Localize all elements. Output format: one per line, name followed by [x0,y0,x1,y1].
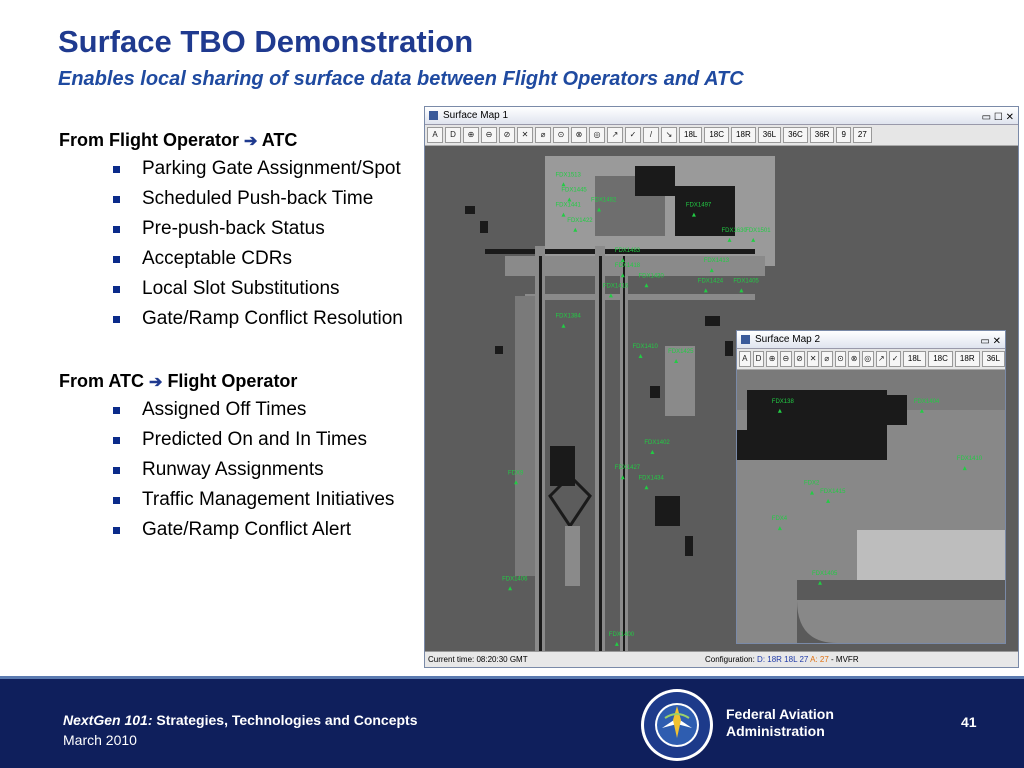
flight-label[interactable]: FDX9 [508,470,524,477]
flight-label[interactable]: FDX1483 [614,248,641,254]
bullet-square-icon [113,497,120,504]
page-number: 41 [961,714,977,730]
map-tool-button[interactable]: ⊙ [835,351,847,367]
runway-button-27[interactable]: 27 [853,127,872,143]
flight-label[interactable]: FDX1416 [602,283,629,290]
flight-label[interactable]: FDX1410 [632,344,658,350]
bullet-item: Predicted On and In Times [59,428,429,452]
slide-footer [0,676,1024,768]
map-tool-button[interactable]: ⊗ [571,127,587,143]
flight-label[interactable]: FDX1413 [703,258,730,265]
flight-label[interactable]: FDX1427 [614,465,641,472]
runway-button-18R[interactable]: 18R [731,127,756,143]
map-tool-button[interactable]: ✓ [625,127,641,143]
configuration: Configuration: D: 18R 18L 27 A: 27 - MVFR [705,655,859,664]
section-heading-atc-to-operator [59,371,429,392]
bullet-square-icon [113,467,120,474]
runway-button-36R[interactable]: 36R [810,127,835,143]
map-status-bar [425,651,1018,667]
flight-label[interactable]: FDX1402 [644,439,670,446]
map-tool-button[interactable]: ⊖ [481,127,497,143]
flight-label[interactable]: FDX1400 [608,631,635,638]
map-tool-button[interactable]: ⌀ [535,127,551,143]
bullet-square-icon [113,286,120,293]
bullet-item: Gate/Ramp Conflict Alert [59,518,429,542]
window-titlebar[interactable] [737,331,1005,349]
runway-button-9[interactable]: 9 [836,127,850,143]
map-tool-button[interactable]: ⊙ [553,127,569,143]
flight-label[interactable]: FDX1501 [745,227,771,234]
runway-button-36L[interactable]: 36L [982,351,1005,367]
footer-series: NextGen 101: Strategies, Technologies and Concepts [63,712,418,728]
bullet-item: Parking Gate Assignment/Spot [59,157,429,181]
operator-to-atc-list [59,157,429,331]
footer-date: March 2010 [63,732,137,748]
flight-label[interactable]: FDX1418 [614,263,641,270]
runway-button-18L[interactable]: 18L [679,127,702,143]
flight-label[interactable]: FDX1410 [956,456,983,463]
bullet-square-icon [113,166,120,173]
bullet-item: Assigned Off Times [59,398,429,422]
section-heading-operator-to-atc [59,130,429,151]
flight-label[interactable]: FDX2 [804,480,820,487]
flight-label[interactable]: FDX1405 [812,570,838,577]
map-tool-button[interactable]: D [445,127,461,143]
current-time: Current time: 08:20:30 GMT [428,655,528,664]
map-tool-button[interactable]: ✕ [807,351,819,367]
runway-button-18C[interactable]: 18C [704,127,729,143]
bullet-item: Pre-push-back Status [59,217,429,241]
flight-label[interactable]: FDX1422 [567,217,593,224]
atc-to-operator-list [59,398,429,542]
map-tool-button[interactable]: ⊘ [499,127,515,143]
flight-label[interactable]: FDX1404 [913,398,940,405]
map-tool-button[interactable]: ⊖ [780,351,792,367]
map-tool-button[interactable]: D [753,351,765,367]
arrow-right-icon: ➔ [149,374,163,391]
map-tool-button[interactable]: ◎ [862,351,874,367]
slide-subtitle: Enables local sharing of surface data between Flight Operators and ATC [58,68,744,90]
heading-from: From Flight Operator [59,130,239,150]
window-titlebar[interactable] [425,107,1018,125]
content-list [59,130,429,548]
flight-label[interactable]: FDX1430 [638,273,664,280]
bullet-item: Scheduled Push-back Time [59,187,429,211]
map-tool-button[interactable]: ↗ [607,127,623,143]
bullet-item: Runway Assignments [59,458,429,482]
flight-label[interactable]: FDX1441 [555,202,581,209]
map-tool-button[interactable]: ⊕ [463,127,479,143]
runway-button-18C[interactable]: 18C [928,351,953,367]
bullet-square-icon [113,316,120,323]
faa-seal-icon [640,688,714,762]
flight-label[interactable]: FDX1513 [555,172,581,179]
flight-label[interactable]: FDX1630 [721,227,747,234]
bullet-square-icon [113,407,120,414]
bullet-square-icon [113,196,120,203]
map-tool-button[interactable]: ⊕ [766,351,778,367]
map-tool-button[interactable]: ↗ [876,351,888,367]
flight-label[interactable]: FDX138 [771,398,794,405]
slide-title: Surface TBO Demonstration [58,24,474,59]
window-app-icon [429,111,438,120]
map-tool-button[interactable]: ✕ [517,127,533,143]
window-title: Surface Map 1 [443,110,509,121]
map-toolbar [425,125,1018,146]
map-tool-button[interactable]: ◎ [589,127,605,143]
map-tool-button[interactable]: ⊘ [794,351,806,367]
flight-label[interactable]: FDX1482 [591,197,617,204]
flight-label[interactable]: FDX4 [771,516,788,523]
map-tool-button[interactable]: ⌀ [821,351,833,367]
faa-wordmark: Federal Aviation Administration [726,706,834,739]
heading-to: Flight Operator [167,371,298,391]
bullet-item: Acceptable CDRs [59,247,429,271]
map-tool-button[interactable]: / [643,127,659,143]
map-toolbar [737,349,1005,370]
bullet-item: Gate/Ramp Conflict Resolution [59,307,429,331]
bullet-item: Traffic Management Initiatives [59,488,429,512]
flight-label[interactable]: FDX1445 [561,187,587,194]
runway-button-36L[interactable]: 36L [758,127,781,143]
flight-label[interactable]: FDX1424 [697,278,724,285]
map-tool-button[interactable]: ↘ [661,127,677,143]
bullet-square-icon [113,256,120,263]
window-app-icon [741,335,750,344]
bullet-square-icon [113,437,120,444]
runway-button-36C[interactable]: 36C [783,127,808,143]
window-title: Surface Map 2 [755,334,821,345]
arrow-right-icon: ➔ [244,133,258,150]
bullet-square-icon [113,226,120,233]
window-controls[interactable]: ▭ ✕ [980,336,1001,347]
map-tool-button[interactable]: A [427,127,443,143]
map-tool-button[interactable]: ✓ [889,351,901,367]
heading-to: ATC [261,130,298,150]
surface-map-2-window[interactable] [736,330,1006,644]
window-controls[interactable]: ▭ ☐ ✕ [981,112,1014,123]
bullet-item: Local Slot Substitutions [59,277,429,301]
flight-label[interactable]: FDX1434 [638,475,664,482]
flight-label[interactable]: FDX1384 [555,313,581,320]
flight-label[interactable]: FDX1406 [502,576,528,583]
map-tool-button[interactable]: A [739,351,751,367]
airport-surface-map-zoomed[interactable] [737,370,1005,643]
map-tool-button[interactable]: ⊗ [848,351,860,367]
flight-label[interactable]: FDX1425 [668,349,694,355]
flight-label[interactable]: FDX1497 [685,202,712,209]
bullet-square-icon [113,527,120,534]
runway-button-18L[interactable]: 18L [903,351,926,367]
runway-button-18R[interactable]: 18R [955,351,980,367]
flight-label[interactable]: FDX1405 [733,278,759,285]
heading-from: From ATC [59,371,144,391]
flight-label[interactable]: FDX1415 [820,488,846,495]
